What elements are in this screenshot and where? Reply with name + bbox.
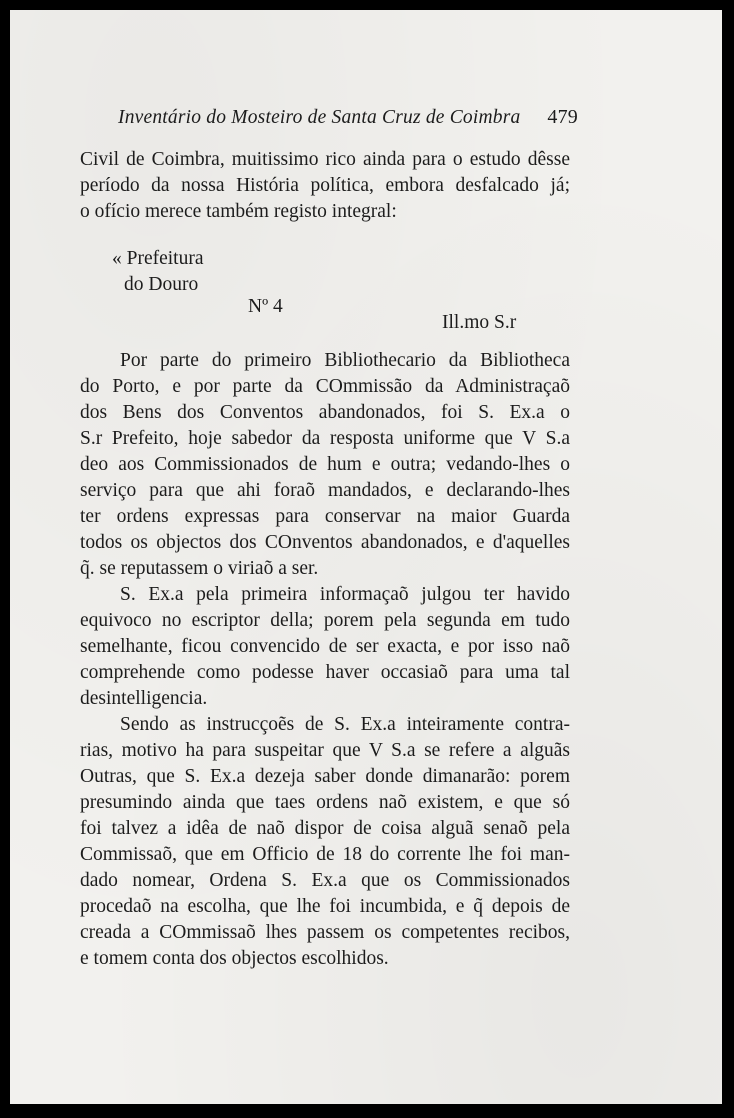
text-line: dos Bens dos Conventos abandonados, foi S. Ex.a o: [80, 402, 570, 423]
text-line: q̃. se reputassem o viriaõ a ser.: [80, 558, 319, 579]
text-line: serviço para que ahi foraõ mandados, e declarando-lhes: [80, 480, 570, 501]
text-line: e tomem conta dos objectos escolhidos.: [80, 948, 389, 969]
text-line: presumindo ainda que taes ordens naõ existem, e que só: [80, 792, 570, 813]
letter-paragraph-3: [80, 712, 570, 972]
text-line: Commissaõ, que em Officio de 18 do corrente lhe foi man-: [80, 844, 570, 865]
text-line: equivoco no escriptor della; porem pela segunda em tudo: [80, 610, 570, 631]
document-page: [10, 10, 722, 1104]
text-line: o ofício merece também registo integral:: [80, 201, 397, 222]
text-line: Por parte do primeiro Bibliothecario da Bibliotheca: [120, 350, 570, 371]
page-number: 479: [547, 106, 578, 128]
text-line: rias, motivo ha para suspeitar que V S.a se refere a alguãs: [80, 740, 570, 761]
text-line: dado nomear, Ordena S. Ex.a que os Commissionados: [80, 870, 570, 891]
running-header: [118, 106, 578, 129]
running-title: Inventário do Mosteiro de Santa Cruz de Coimbra: [118, 107, 521, 128]
text-line: Outras, que S. Ex.a dezeja saber donde dimanarão: porem: [80, 766, 570, 787]
letter-office-line1: « Prefeitura: [112, 248, 204, 269]
text-line: Sendo as instrucçoẽs de S. Ex.a inteiramente contra-: [120, 714, 570, 735]
text-line: comprehende como podesse haver occasiaõ para uma tal: [80, 662, 570, 683]
text-line: semelhante, ficou convencido de ser exacta, e por isso naõ: [80, 636, 570, 657]
text-line: todos os objectos dos COnventos abandonados, e d'aquelles: [80, 532, 570, 553]
letter-paragraph-2: [80, 582, 570, 712]
text-line: ter ordens expressas para conservar na maior Guarda: [80, 506, 570, 527]
text-line: S. Ex.a pela primeira informaçaõ julgou ter havido: [120, 584, 570, 605]
text-line: desintelligencia.: [80, 688, 208, 709]
text-line: procedaõ na escolha, que lhe foi incumbida, e q̃ depois de: [80, 896, 570, 917]
text-line: creada a COmmissaõ lhes passem os competentes recibos,: [80, 922, 570, 943]
letter-number: Nº 4: [248, 296, 283, 317]
letter-office-line2: do Douro: [124, 274, 199, 295]
letter-paragraph-1: [80, 348, 570, 582]
letter-salutation: Ill.mo S.r: [442, 312, 517, 333]
text-line: S.r Prefeito, hoje sabedor da resposta uniforme que V S.a: [80, 428, 570, 449]
text-line: do Porto, e por parte da COmmissão da Administraçaõ: [80, 376, 570, 397]
intro-paragraph: [80, 147, 570, 225]
text-line: período da nossa História política, embora desfalcado já;: [80, 175, 570, 196]
text-line: Civil de Coimbra, muitissimo rico ainda para o estudo dêsse: [80, 149, 570, 170]
text-line: foi talvez a idêa de naõ dispor de coisa alguã senaõ pela: [80, 818, 570, 839]
text-line: deo aos Commissionados de hum e outra; vedando-lhes o: [80, 454, 570, 475]
